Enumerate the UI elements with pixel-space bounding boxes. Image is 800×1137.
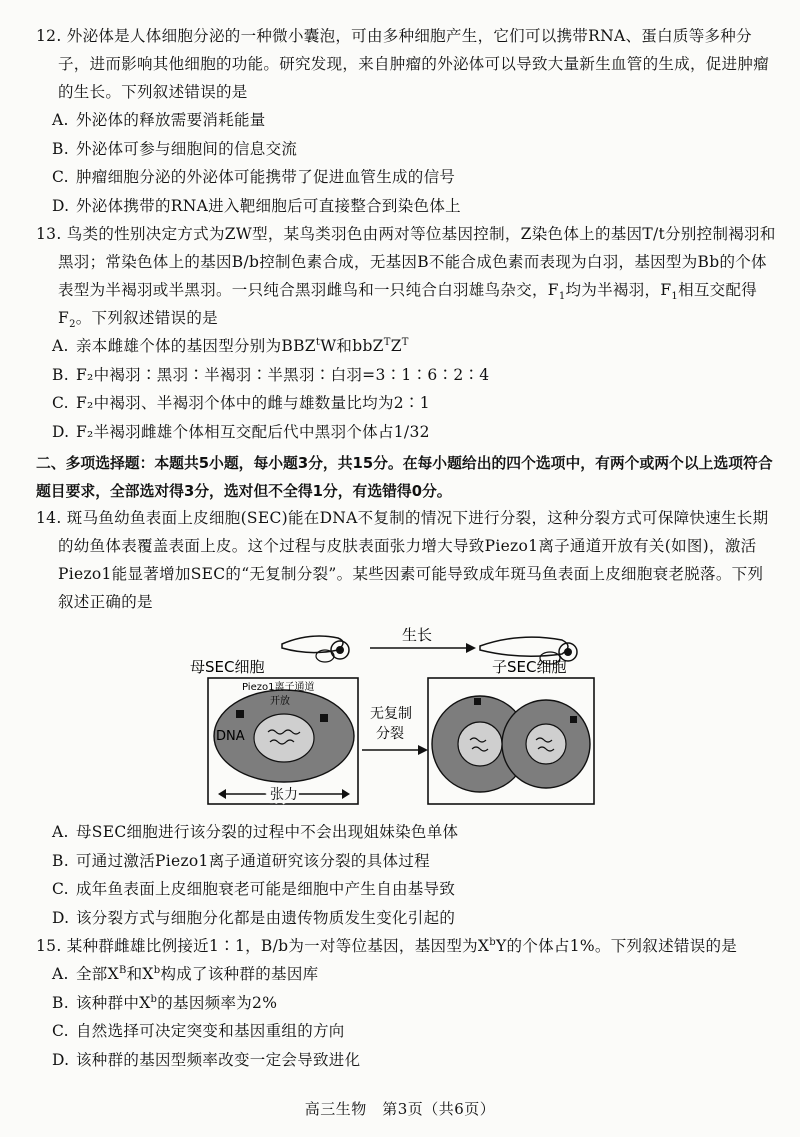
- question-12-stem: 12. 外泌体是人体细胞分泌的一种微小囊泡，可由多种细胞产生，它们可以携带RNA、蛋白质等多种分子，进而影响其他细胞的功能。研究发现，来自肿瘤的外泌体可以导致大量新生血管的生成，促进肿瘤的生长。下列叙述错误的是: [36, 27, 770, 101]
- question-14: [36, 504, 776, 616]
- question-14-options: [36, 818, 776, 932]
- section-2-header: 二、多项选择题：本题共5小题，每小题3分，共15分。在每小题给出的四个选项中，有两个或两个以上选项符合题目要求，全部选对得3分，选对但不全得1分，有选错得0分。: [36, 455, 773, 500]
- piezo1-channel-right: [320, 714, 328, 722]
- question-14-option-b: B. 可通过激活Piezo1离子通道研究该分裂的具体过程: [52, 851, 430, 870]
- larval-fish-left-icon: [282, 636, 349, 662]
- growth-label: 生长: [402, 626, 433, 644]
- question-15: [36, 932, 776, 1074]
- dna-label: DNA: [216, 729, 245, 744]
- question-12: [36, 22, 776, 220]
- question-13-stem: 13. 鸟类的性别决定方式为ZW型，某鸟类羽色由两对等位基因控制，Z染色体上的基因T/t分别控制褐羽和黑羽；常染色体上的基因B/b控制色素合成，无基因B不能合成色素而表现为白羽，基因型为Bb的个体表型为半褐羽或半黑羽。一只纯合黑羽雌鸟和一只纯合白羽雄鸟杂交，$F_1$均为半褐羽，$F_1$相互交配得$F_2$。下列叙述错误的是: [36, 225, 776, 331]
- no-replication-label-1: 无复制: [370, 706, 412, 722]
- page-footer: 高三生物 第3页（共6页）: [304, 1100, 496, 1118]
- piezo1-label-open: 开放: [270, 696, 290, 707]
- question-12-option-d: D. 外泌体携带的RNA进入靶细胞后可直接整合到染色体上: [52, 196, 461, 215]
- question-14-option-a: A. 母SEC细胞进行该分裂的过程中不会出现姐妹染色单体: [52, 823, 459, 841]
- mother-cell-label: 母SEC细胞: [190, 658, 265, 676]
- question-14-option-c: C. 成年鱼表面上皮细胞衰老可能是细胞中产生自由基导致: [52, 880, 456, 898]
- mother-nucleus: [254, 714, 314, 762]
- question-13: [36, 220, 776, 446]
- question-15-option-d: D. 该种群的基因型频率改变一定会导致进化: [52, 1050, 361, 1069]
- sec-division-figure: [180, 618, 600, 818]
- no-replication-label-2: 分裂: [376, 726, 404, 742]
- daughter-cell-label: 子SEC细胞: [492, 658, 567, 676]
- question-15-option-c: C. 自然选择可决定突变和基因重组的方向: [52, 1022, 345, 1040]
- question-15-option-a: A. 全部$X^B$和$X^b$构成了该种群的基因库: [52, 964, 319, 983]
- question-14-stem: 14. 斑马鱼幼鱼表面上皮细胞(SEC)能在DNA不复制的情况下进行分裂，这种分裂方式可保障快速生长期的幼鱼体表覆盖表面上皮。这个过程与皮肤表面张力增大导致Piezo1离子通道开放有关(如图)，激活Piezo1能显著增加SEC的“无复制分裂”。某些因素可能导致成年斑马鱼表面上皮细胞衰老脱落。下列叙述正确的是: [36, 509, 769, 611]
- piezo1-channel-left: [236, 710, 244, 718]
- question-13-option-b: B. F₂中褐羽∶黑羽∶半褐羽∶半黑羽∶白羽=3∶1∶6∶2∶4: [52, 365, 490, 384]
- question-15-option-b: B. 该种群中$X^b$的基因频率为2%: [52, 993, 278, 1012]
- question-13-option-c: C. F₂中褐羽、半褐羽个体中的雌与雄数量比均为2∶1: [52, 394, 430, 412]
- question-15-stem: 15. 某种群雌雄比例接近1∶1，B/b为一对等位基因，基因型为$X^bY$的个体占1%。下列叙述错误的是: [36, 936, 738, 955]
- piezo1-label: Piezo1离子通道: [242, 682, 315, 693]
- question-12-option-b: B. 外泌体可参与细胞间的信息交流: [52, 139, 298, 158]
- tension-label: 张力: [270, 787, 298, 803]
- question-12-option-a: A. 外泌体的释放需要消耗能量: [52, 111, 266, 129]
- question-13-option-d: D. F₂半褐羽雌雄个体相互交配后代中黑羽个体占1/32: [52, 422, 430, 441]
- question-13-option-a: A. 亲本雌雄个体的基因型分别为BBZ$^t$W和$bbZ^TZ^T$: [52, 336, 409, 355]
- question-14-option-d: D. 该分裂方式与细胞分化都是由遗传物质发生变化引起的: [52, 908, 456, 927]
- question-12-option-c: C. 肿瘤细胞分泌的外泌体可能携带了促进血管生成的信号: [52, 168, 456, 186]
